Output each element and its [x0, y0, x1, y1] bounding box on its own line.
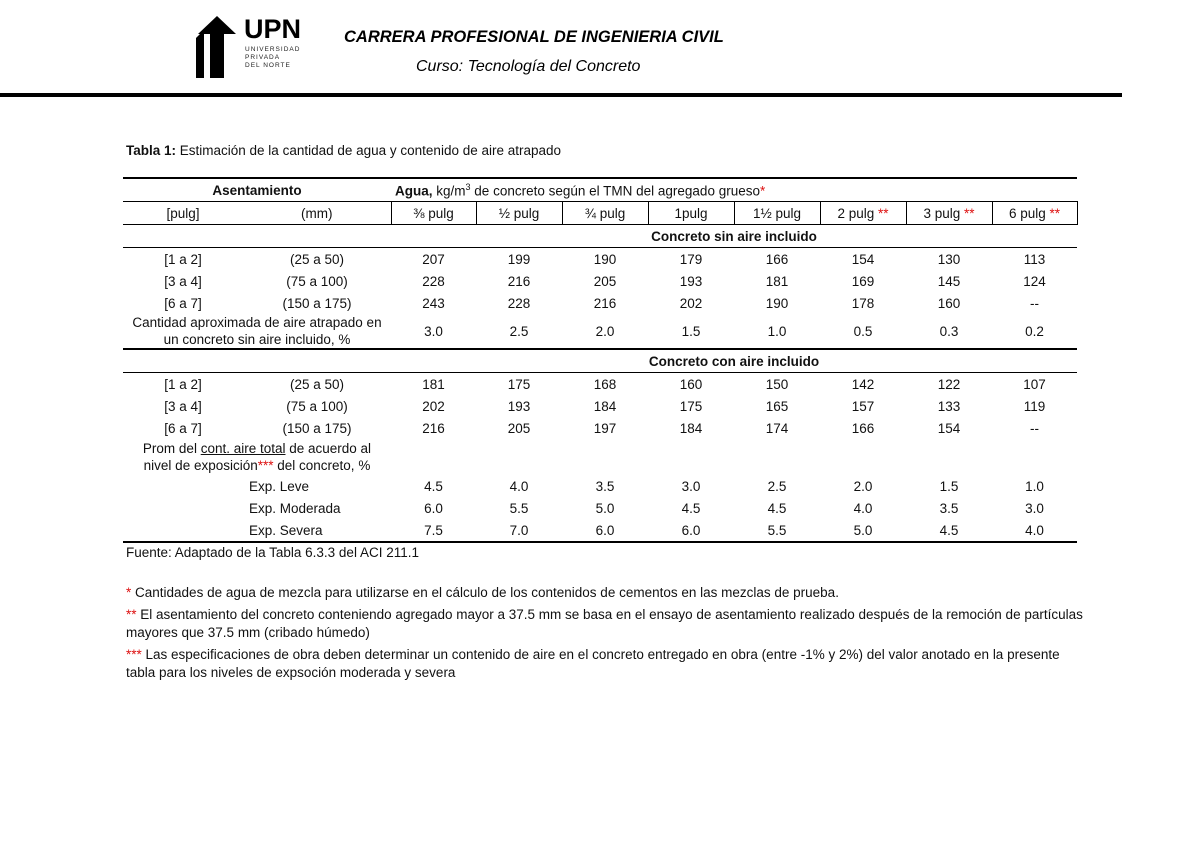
value-cell: 4.5 — [424, 478, 443, 494]
value-cell: 160 — [937, 295, 961, 311]
value-cell: 133 — [937, 398, 961, 414]
prom-row — [123, 439, 1077, 475]
water-header-sup: 3 — [465, 181, 471, 192]
value-cell: 107 — [1023, 376, 1046, 392]
size-col: ¾ pulg — [562, 202, 648, 225]
value-cell: -- — [1030, 420, 1039, 436]
value-cell: 5.5 — [734, 519, 820, 542]
value-cell: 184 — [679, 420, 703, 436]
value-cell: 157 — [851, 398, 875, 414]
value-cell: 154 — [851, 251, 875, 267]
value-cell: 124 — [1023, 273, 1046, 289]
value-cell: 205 — [507, 420, 531, 436]
col-pulg: [pulg] — [123, 202, 243, 225]
value-cell: 181 — [765, 273, 789, 289]
size-col: ⅜ pulg — [391, 202, 476, 225]
caption-text: Estimación de la cantidad de agua y contenido de aire atrapado — [176, 143, 562, 158]
value-cell: 190 — [765, 295, 789, 311]
value-cell: 3.0 — [681, 478, 701, 494]
value-cell: 2.0 — [853, 478, 873, 494]
air-value: 0.2 — [992, 314, 1077, 349]
table-row — [123, 270, 1077, 292]
value-cell: 6.0 — [648, 519, 734, 542]
slump-pulg: [6 a 7] — [164, 295, 202, 311]
exposure-row — [123, 519, 1077, 542]
page-header — [0, 0, 1200, 100]
table-caption — [126, 143, 561, 158]
value-cell: 4.0 — [509, 478, 529, 494]
value-cell: 150 — [765, 376, 789, 392]
size-col: 1½ pulg — [734, 202, 820, 225]
value-cell: 168 — [593, 376, 617, 392]
value-cell: 165 — [765, 398, 789, 414]
value-cell: 175 — [679, 398, 703, 414]
air-value: 0.5 — [820, 314, 906, 349]
logo-sub-line: PRIVADA — [245, 54, 281, 61]
slump-mm: (25 a 50) — [289, 376, 345, 392]
value-cell: 4.0 — [992, 519, 1077, 542]
size-col: 3 pulg ** — [906, 202, 992, 225]
table-row — [123, 373, 1077, 396]
exposure-label: Exp. Leve — [249, 478, 310, 494]
section-title-no-air: Concreto sin aire incluido — [391, 225, 1077, 248]
section-row — [123, 225, 1077, 248]
value-cell: 199 — [507, 251, 531, 267]
air-value: 1.0 — [734, 314, 820, 349]
value-cell: 1.0 — [1025, 478, 1044, 494]
value-cell: 202 — [679, 295, 703, 311]
value-cell: 6.0 — [424, 500, 443, 516]
value-cell: 3.5 — [595, 478, 615, 494]
slump-mm: (25 a 50) — [289, 251, 345, 267]
water-header-star: * — [759, 183, 766, 199]
section-row — [123, 349, 1077, 373]
value-cell: 169 — [851, 273, 875, 289]
value-cell: 142 — [851, 376, 875, 392]
table-row — [123, 417, 1077, 439]
exposure-label: Exp. Severa — [243, 519, 391, 542]
table-row — [123, 248, 1077, 271]
slump-mm: (150 a 175) — [282, 420, 352, 436]
slump-mm: (75 a 100) — [286, 398, 348, 414]
slump-mm: (150 a 175) — [282, 295, 352, 311]
value-cell: 7.0 — [476, 519, 562, 542]
value-cell: 145 — [937, 273, 961, 289]
size-col: 1pulg — [648, 202, 734, 225]
water-header — [391, 178, 1077, 202]
value-cell: 4.5 — [767, 500, 787, 516]
value-cell: 243 — [422, 295, 445, 311]
col-mm: (mm) — [243, 202, 391, 225]
slump-pulg: [3 a 4] — [164, 273, 202, 289]
header-rule — [0, 93, 1122, 97]
logo-sub-line: DEL NORTE — [245, 62, 291, 69]
value-cell: -- — [1030, 295, 1039, 311]
water-header-text: de concreto según el TMN del agregado grueso — [470, 183, 760, 199]
value-cell: 119 — [1023, 398, 1046, 414]
table-row — [123, 395, 1077, 417]
value-cell: 193 — [679, 273, 703, 289]
value-cell: 190 — [593, 251, 617, 267]
value-cell: 122 — [937, 376, 961, 392]
slump-mm: (75 a 100) — [286, 273, 348, 289]
size-col: 6 pulg ** — [992, 202, 1077, 225]
value-cell: 178 — [851, 295, 875, 311]
value-cell: 1.5 — [939, 478, 959, 494]
value-cell: 228 — [507, 295, 531, 311]
caption-label: Tabla 1: — [126, 143, 177, 158]
exposure-row — [123, 497, 1077, 519]
slump-pulg: [3 a 4] — [164, 398, 202, 414]
value-cell: 130 — [937, 251, 961, 267]
value-cell: 228 — [422, 273, 445, 289]
footnote: *** Las especificaciones de obra deben determinar un contenido de aire en el concreto entregado en obra (entre -1% y 2%) del valor anotado en la presente tabla para los niveles de expsoción moderada y severa — [126, 647, 1060, 680]
value-cell: 207 — [422, 251, 445, 267]
value-cell: 181 — [422, 376, 445, 392]
value-cell: 197 — [593, 420, 617, 436]
career-title: CARRERA PROFESIONAL DE INGENIERIA CIVIL — [344, 28, 724, 46]
header-row-1 — [123, 178, 1077, 202]
value-cell: 4.0 — [853, 500, 873, 516]
air-value: 1.5 — [648, 314, 734, 349]
water-header-bold: Agua, — [395, 183, 433, 199]
air-value: 2.5 — [476, 314, 562, 349]
exposure-row — [123, 475, 1077, 497]
slump-pulg: [1 a 2] — [164, 376, 202, 392]
exposure-label: Exp. Moderada — [249, 500, 341, 516]
upn-logo — [196, 16, 306, 80]
value-cell: 4.5 — [681, 500, 701, 516]
slump-pulg: [1 a 2] — [164, 251, 202, 267]
table-row — [123, 292, 1077, 314]
value-cell: 7.5 — [391, 519, 476, 542]
air-value: 0.3 — [906, 314, 992, 349]
value-cell: 160 — [679, 376, 703, 392]
water-content-table — [123, 177, 1078, 543]
logo-subtitle — [245, 46, 305, 70]
size-col: 2 pulg ** — [820, 202, 906, 225]
value-cell: 4.5 — [906, 519, 992, 542]
water-header-unit: kg/m — [432, 183, 466, 199]
value-cell: 216 — [593, 295, 617, 311]
value-cell: 6.0 — [562, 519, 648, 542]
value-cell: 2.5 — [767, 478, 787, 494]
value-cell: 202 — [422, 398, 445, 414]
arrow-logo-icon — [196, 16, 238, 78]
size-col: ½ pulg — [476, 202, 562, 225]
prom-label: Prom del cont. aire total de acuerdo al nivel de exposición*** del concreto, % — [142, 441, 372, 473]
value-cell: 5.5 — [509, 500, 529, 516]
value-cell: 154 — [937, 420, 961, 436]
value-cell: 113 — [1023, 251, 1046, 267]
air-label: Cantidad aproximada de aire atrapado en un concreto sin aire incluido, % — [123, 314, 391, 349]
slump-pulg: [6 a 7] — [164, 420, 202, 436]
header-row-2 — [123, 202, 1077, 225]
value-cell: 5.0 — [595, 500, 615, 516]
value-cell: 3.0 — [1025, 500, 1044, 516]
value-cell: 193 — [507, 398, 531, 414]
value-cell: 166 — [851, 420, 875, 436]
value-cell: 3.5 — [939, 500, 959, 516]
slump-header: Asentamiento — [123, 178, 391, 202]
value-cell: 205 — [593, 273, 617, 289]
footnote: ** El asentamiento del concreto conteniendo agregado mayor a 37.5 mm se basa en el ensayo de asentamiento realizado después de la remoción de partículas mayores que 37.5 mm (cribado húmedo) — [126, 607, 1083, 640]
air-value: 3.0 — [391, 314, 476, 349]
value-cell: 216 — [507, 273, 531, 289]
source-note: Fuente: Adaptado de la Tabla 6.3.3 del ACI 211.1 — [126, 545, 419, 560]
footnote: * Cantidades de agua de mezcla para utilizarse en el cálculo de los contenidos de cementos en las mezclas de prueba. — [126, 585, 839, 600]
value-cell: 174 — [765, 420, 789, 436]
value-cell: 179 — [679, 251, 703, 267]
air-value: 2.0 — [562, 314, 648, 349]
logo-name: UPN — [244, 14, 302, 44]
value-cell: 5.0 — [820, 519, 906, 542]
value-cell: 216 — [422, 420, 445, 436]
logo-sub-line: UNIVERSIDAD — [245, 46, 301, 53]
value-cell: 166 — [765, 251, 789, 267]
course-title: Curso: Tecnología del Concreto — [416, 58, 641, 75]
value-cell: 175 — [507, 376, 531, 392]
air-row — [123, 314, 1077, 349]
value-cell: 184 — [593, 398, 617, 414]
section-title-with-air: Concreto con aire incluido — [391, 349, 1077, 373]
